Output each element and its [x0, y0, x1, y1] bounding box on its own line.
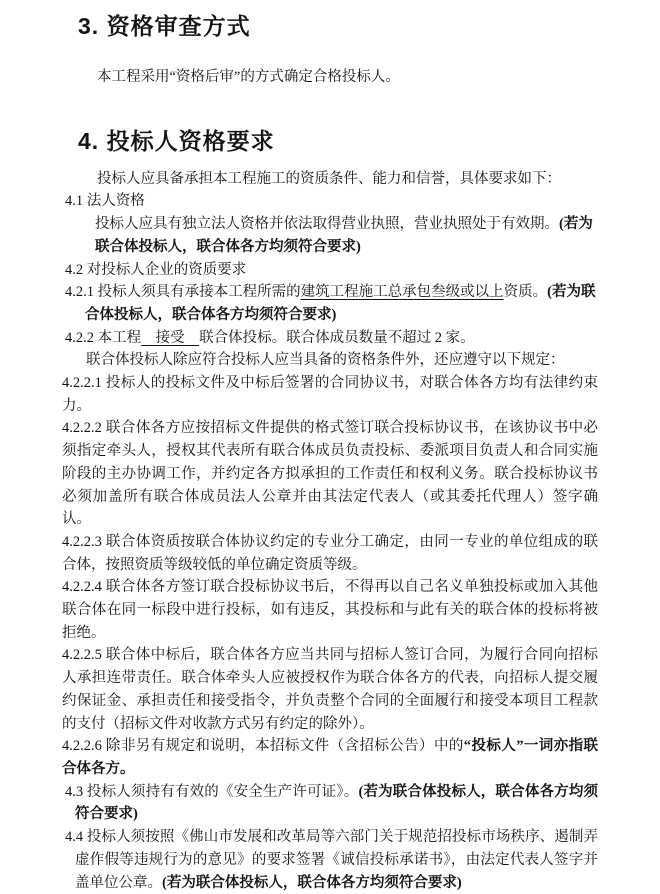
- text-run: 4.3 投标人须持有有效的《安全生产许可证》。: [65, 783, 359, 800]
- bold-run: “投标人”一词亦指联合体各方。: [62, 738, 599, 777]
- paragraph: [62, 349, 598, 372]
- paragraph: [65, 327, 598, 350]
- underlined-run: 接受: [141, 329, 200, 346]
- paragraph: [62, 735, 598, 780]
- bold-run: (若为联合体投标人，联合体各方均须符合要求): [85, 284, 596, 323]
- text-run: 4.2.2.1 投标人的投标文件及中标后签署的合同协议书，对联合体各方均有法律约束力。: [62, 375, 598, 414]
- text-run: 4. 投标人资格要求: [78, 127, 275, 154]
- bold-run: (若为联合体投标人，联合体各方均须符合要求): [95, 216, 593, 255]
- text-run: 4.2.2.3 联合体资质按联合体协议约定的专业分工确定，由同一专业的单位组成的联合体，按照资质等级较低的单位确定资质等级。: [62, 533, 598, 573]
- text-run: 4.2.2.2 联合体各方应按招标文件提供的格式签订联合投标协议书，在该协议书中必须指定牵头人，授权其代表所有联合体成员负责投标、委派项目负责人和合同实施阶段的主办协调工作，并约定各方拟承担的工作责任和权利义务。联合投标协议书必须加盖所有联合体成员法人公章并由其法定代表人（或其委托代理人）签字确认。: [62, 420, 598, 528]
- text-run: 投标人应具备承担本工程施工的资质条件、能力和信誉，具体要求如下：: [97, 170, 561, 187]
- text-run: 本工程采用“资格后审”的方式确定合格投标人。: [97, 69, 400, 85]
- text-run: 4.2.2.4 联合体各方签订联合投标协议书后，不得再以自己名义单独投标或加入其他联合体在同一标段中进行投标，如有违反，其投标和与此有关的联合体的投标将被拒绝。: [62, 579, 598, 641]
- text-run: 4.2 对投标人企业的资质要求: [65, 261, 247, 278]
- text-run: 资质。: [503, 284, 548, 301]
- text-run: 联合体投标。联合体成员数量不超过 2 家。: [199, 329, 475, 346]
- text-run: 4.1 法人资格: [65, 193, 145, 210]
- paragraph: [62, 372, 598, 417]
- paragraph: [62, 168, 598, 191]
- underlined-run: 建筑工程施工总承包叁级或以上: [300, 284, 504, 301]
- paragraph: [62, 417, 598, 531]
- paragraph: [62, 576, 598, 644]
- section-heading: [78, 125, 598, 157]
- document-body: [62, 10, 598, 894]
- bold-run: (若为联合体投标人，联合体各方均须符合要求): [75, 783, 599, 823]
- paragraph: [62, 66, 598, 89]
- paragraph: [62, 826, 598, 894]
- text-run: 投标人应具有独立法人资格并依法取得营业执照，营业执照处于有效期。: [95, 216, 559, 233]
- bold-run: (若为联合体投标人，联合体各方均须符合要求): [162, 874, 462, 891]
- paragraph: [65, 259, 598, 282]
- text-run: 4.4 投标人须按照《佛山市发展和改革局等六部门关于规范招投标市场秩序、遏制弄虚作假等违规行为的意见》的要求签署《诚信投标承诺书》，由法定代表人签字并盖单位公章。: [65, 829, 598, 891]
- paragraph: [62, 644, 598, 735]
- text-run: 4.2.2.5 联合体中标后，联合体各方应当共同与招标人签订合同，为履行合同向招标人承担连带责任。联合体牵头人应被授权作为联合体各方的代表，向招标人提交履约保证金、承担责任和接受指令，并负责整个合同的全面履行和接受本项目工程款的支付（招标文件对收款方式另有约定的除外）。: [62, 647, 598, 732]
- text-run: 联合体投标人除应符合投标人应当具备的资格条件外，还应遵守以下规定：: [86, 352, 565, 369]
- text-run: 4.2.2 本工程: [65, 329, 142, 346]
- text-run: 4.2.1 投标人须具有承接本工程所需的: [65, 284, 301, 301]
- paragraph: [95, 213, 598, 258]
- text-run: 3. 资格审查方式: [78, 13, 251, 39]
- text-run: 4.2.2.6 除非另有规定和说明，本招标文件（含招标公告）中的: [62, 738, 464, 755]
- paragraph: [65, 190, 598, 213]
- paragraph: [62, 531, 598, 576]
- paragraph: [62, 781, 598, 826]
- paragraph: [62, 281, 598, 326]
- section-heading: [78, 10, 598, 42]
